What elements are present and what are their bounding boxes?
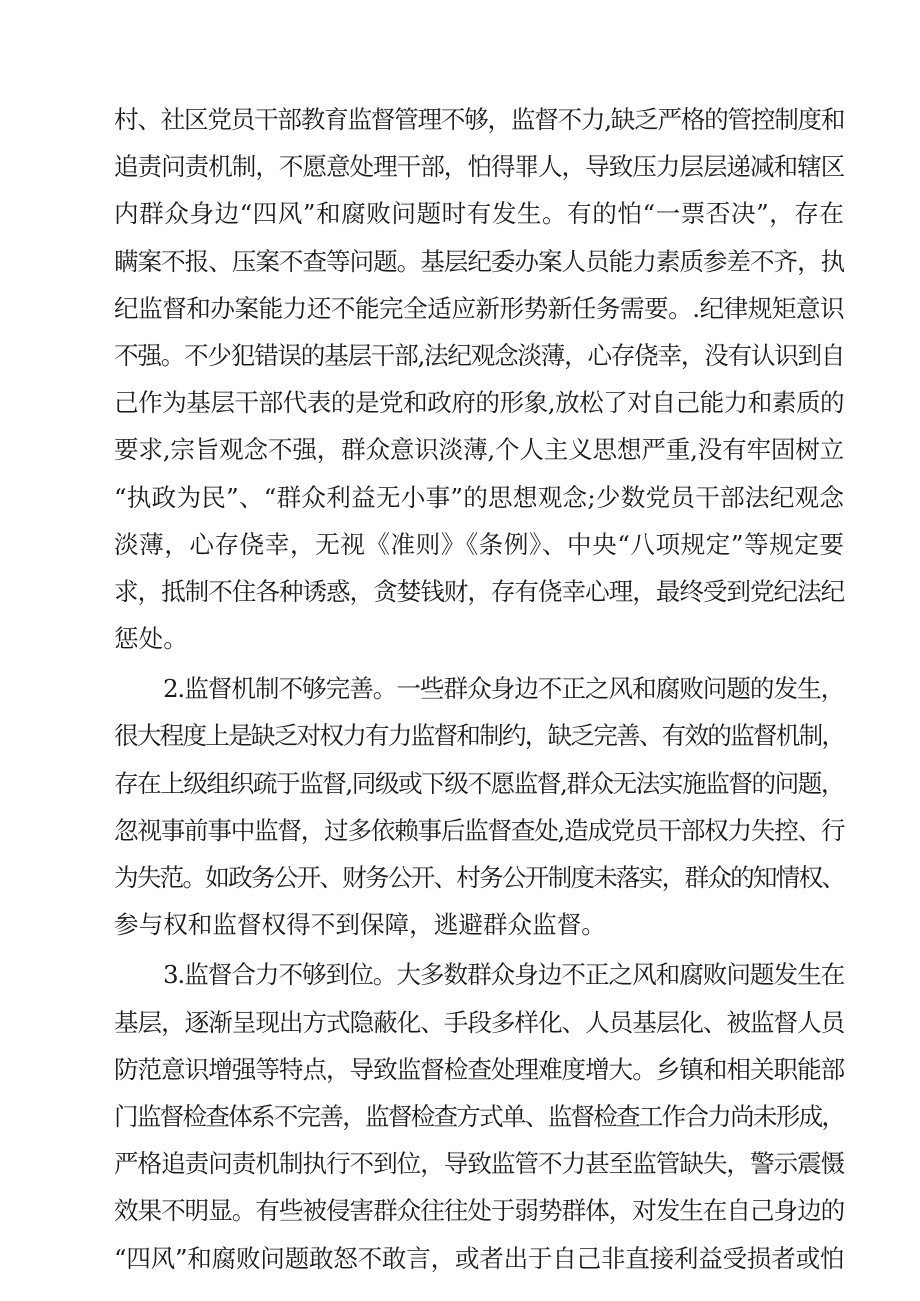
paragraph-1-line-10: 淡薄，心存侥幸，无视《准则》《条例》、中央“八项规定”等规定要	[114, 529, 844, 559]
paragraph-3-line-2: 基层，逐渐呈现出方式隐蔽化、手段多样化、人员基层化、被监督人员	[114, 1007, 844, 1037]
paragraph-1-line-2: 追责问责机制，不愿意处理干部，怕得罪人，导致压力层层递减和辖区	[114, 152, 844, 182]
paragraph-1-line-5: 纪监督和办案能力还不能完全适应新形势新任务需要。.纪律规矩意识	[114, 293, 845, 323]
paragraph-3-line-4: 门监督检查体系不完善，监督检查方式单、监督检查工作合力尚未形成，	[114, 1101, 844, 1131]
paragraph-2-line-2: 很大程度上是缺乏对权力有力监督和制约，缺乏完善、有效的监督机制，	[114, 721, 844, 751]
paragraph-1-line-6: 不强。不少犯错误的基层干部,法纪观念淡薄，心存侥幸，没有认识到自	[114, 340, 845, 370]
paragraph-2-line-4: 忽视事前事中监督，过多依赖事后监督查处,造成党员干部权力失控、行	[114, 815, 845, 845]
paragraph-2-line-5: 为失范。如政务公开、财务公开、村务公开制度未落实，群众的知情权、	[114, 863, 844, 892]
paragraph-1-line-7: 己作为基层干部代表的是党和政府的形象,放松了对自己能力和素质的	[114, 388, 845, 418]
paragraph-3-line-5: 严格追责问责机制执行不到位，导致监管不力甚至监管缺失，警示震慑	[114, 1149, 844, 1179]
paragraph-1-line-4: 瞒案不报、压案不查等问题。基层纪委办案人员能力素质参差不齐，执	[114, 246, 844, 276]
paragraph-1-line-1: 村、社区党员干部教育监督管理不够，监督不力,缺乏严格的管控制度和	[114, 105, 845, 134]
paragraph-1-line-11: 求，抵制不住各种诱惑，贪婪钱财，存有侥幸心理，最终受到党纪法纪	[114, 576, 844, 606]
paragraph-3-line-6: 效果不明显。有些被侵害群众往往处于弱势群体，对发生在自己身边的	[114, 1196, 844, 1226]
paragraph-2-line-3: 存在上级组织疏于监督,同级或下级不愿监督,群众无法实施监督的问题，	[114, 768, 844, 798]
paragraph-1-line-3: 内群众身边“四风”和腐败问题时有发生。有的怕“一票否决”，存在	[114, 199, 844, 229]
paragraph-3-line-1: 3.监督合力不够到位。大多数群众身边不正之风和腐败问题发生在	[163, 960, 844, 990]
paragraph-2-line-1: 2.监督机制不够完善。一些群众身边不正之风和腐败问题的发生，	[163, 674, 844, 704]
paragraph-3-line-7: “四风”和腐败问题敢怒不敢言，或者出于自己非直接利益受损者或怕	[114, 1243, 844, 1273]
paragraph-2-line-6: 参与权和监督权得不到保障，逃避群众监督。	[114, 910, 606, 940]
paragraph-1-line-12: 惩处。	[114, 624, 188, 654]
paragraph-1-line-8: 要求,宗旨观念不强，群众意识淡薄,个人主义思想严重,没有牢固树立	[114, 435, 844, 465]
paragraph-1-line-9: “执政为民”、“群众利益无小事”的思想观念;少数党员干部法纪观念	[114, 482, 844, 512]
body-text	[114, 96, 844, 1282]
paragraph-3-line-3: 防范意识增强等特点，导致监督检查处理难度增大。乡镇和相关职能部	[114, 1054, 844, 1084]
